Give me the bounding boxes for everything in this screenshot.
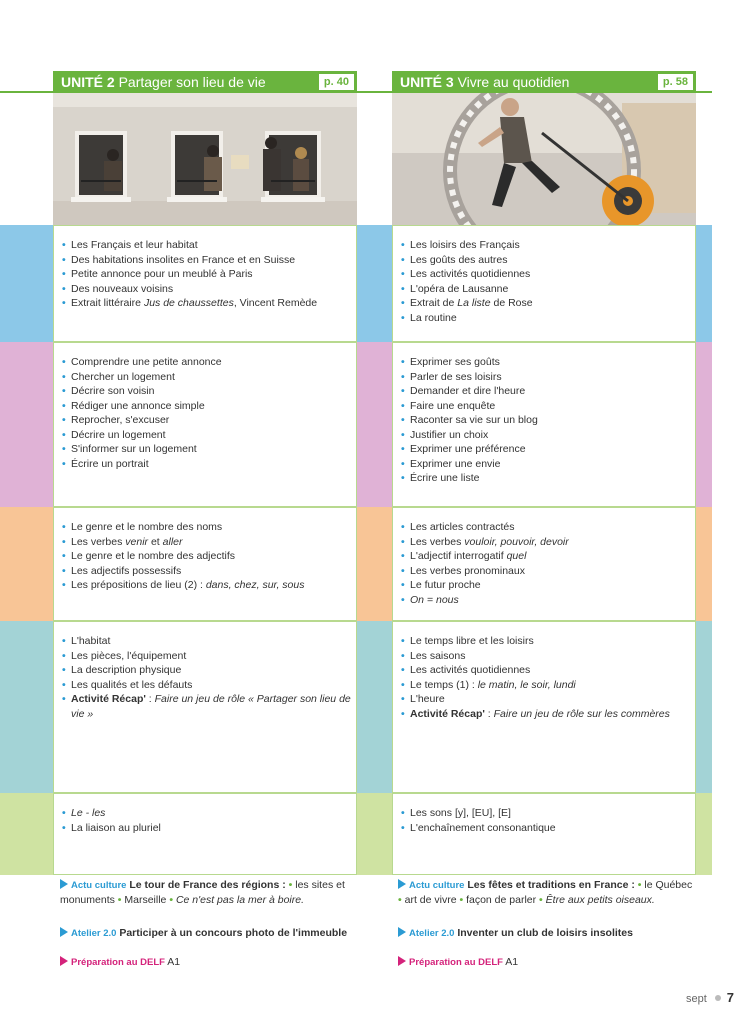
grammar-box	[53, 507, 357, 621]
actu-culture-1: Actu culture Le tour de France des régions : • les sites et monuments • Marseille • Ce n'est pas la mer à boire.	[60, 879, 345, 906]
list-item: • La routine	[401, 311, 695, 326]
page-ref: p. 58	[658, 74, 693, 90]
actu-culture-2: Actu culture Les fêtes et traditions en France : • le Québec • art de vivre • façon de parler • Être aux petits oiseaux.	[398, 879, 693, 906]
list-item: • Le temps (1) : le matin, le soir, lundi	[401, 678, 695, 693]
list-item: • Décrire son voisin	[62, 384, 356, 399]
grammar-list	[54, 508, 356, 593]
arrow-icon	[398, 927, 406, 937]
communication-list	[54, 343, 356, 471]
list-item: • Les verbes venir et aller	[62, 535, 356, 550]
list-item: • Des habitations insolites en France et en Suisse	[62, 253, 356, 268]
vocabulary-box	[392, 621, 696, 793]
grammar-box	[392, 507, 696, 621]
list-item: • Le temps libre et les loisirs	[401, 634, 695, 649]
list-item: • Le genre et le nombre des noms	[62, 520, 356, 535]
list-item: • Justifier un choix	[401, 428, 695, 443]
page-word: sept	[685, 993, 707, 1005]
list-item: • Les verbes vouloir, pouvoir, devoir	[401, 535, 695, 550]
arrow-icon	[60, 927, 68, 937]
list-item: • Des nouveaux voisins	[62, 282, 356, 297]
list-item: • Activité Récap' : Faire un jeu de rôle sur les commères	[401, 707, 695, 722]
phonetics-box	[392, 793, 696, 875]
vocabulary-box	[53, 621, 357, 793]
arrow-icon	[60, 879, 68, 889]
list-item: • Parler de ses loisirs	[401, 370, 695, 385]
page-digit: 7	[726, 990, 734, 1005]
themes-list	[393, 226, 695, 325]
list-item: • Les activités quotidiennes	[401, 663, 695, 678]
list-item: • L'habitat	[62, 634, 356, 649]
list-item: • Les articles contractés	[401, 520, 695, 535]
page-ref: p. 40	[319, 74, 354, 90]
list-item: • Exprimer une préférence	[401, 442, 695, 457]
list-item: • Le - les	[62, 806, 356, 821]
phonetics-list	[393, 794, 695, 835]
list-item: • Les prépositions de lieu (2) : dans, chez, sur, sous	[62, 578, 356, 593]
list-item: • L'enchaînement consonantique	[401, 821, 695, 836]
unit-label: UNITÉ 3	[400, 74, 454, 90]
list-item: • Reprocher, s'excuser	[62, 413, 356, 428]
arrow-icon	[60, 956, 68, 966]
arrow-icon	[398, 956, 406, 966]
vocabulary-list	[393, 622, 695, 721]
list-item: • Les verbes pronominaux	[401, 564, 695, 579]
communication-box	[53, 342, 357, 507]
list-item: • Comprendre une petite annonce	[62, 355, 356, 370]
phonetics-list	[54, 794, 356, 835]
unit-label: UNITÉ 2	[61, 74, 115, 90]
list-item: • Les sons [y], [EU], [E]	[401, 806, 695, 821]
list-item: • Les Français et leur habitat	[62, 238, 356, 253]
list-item: • L'adjectif interrogatif quel	[401, 549, 695, 564]
list-item: • Les activités quotidiennes	[401, 267, 695, 282]
themes-box	[392, 225, 696, 342]
list-item: • La liaison au pluriel	[62, 821, 356, 836]
vocabulary-list	[54, 622, 356, 721]
list-item: • Extrait de La liste de Rose	[401, 296, 695, 311]
grammar-list	[393, 508, 695, 607]
list-item: • Exprimer ses goûts	[401, 355, 695, 370]
list-item: • Chercher un logement	[62, 370, 356, 385]
unit-2-header	[53, 71, 357, 93]
list-item: • Petite annonce pour un meublé à Paris	[62, 267, 356, 282]
list-item: • Extrait littéraire Jus de chaussettes, Vincent Remède	[62, 296, 356, 311]
list-item: • Le genre et le nombre des adjectifs	[62, 549, 356, 564]
unit-title: Vivre au quotidien	[457, 74, 570, 90]
phonetics-box	[53, 793, 357, 875]
hamster-wheel-photo	[392, 93, 696, 225]
list-item: • L'heure	[401, 692, 695, 707]
arrow-icon	[398, 879, 406, 889]
communication-list	[393, 343, 695, 486]
list-item: • Faire une enquête	[401, 399, 695, 414]
dot-icon	[715, 995, 721, 1001]
delf-1: Préparation au DELF A1	[60, 955, 370, 970]
list-item: • Les loisirs des Français	[401, 238, 695, 253]
list-item: • On = nous	[401, 593, 695, 608]
list-item: • Les saisons	[401, 649, 695, 664]
list-item: • L'opéra de Lausanne	[401, 282, 695, 297]
list-item: • S'informer sur un logement	[62, 442, 356, 457]
list-item: • Décrire un logement	[62, 428, 356, 443]
list-item: • Les adjectifs possessifs	[62, 564, 356, 579]
windows-photo	[53, 93, 357, 225]
delf-2: Préparation au DELF A1	[398, 955, 708, 970]
unit-3-header	[392, 71, 696, 93]
themes-box	[53, 225, 357, 342]
atelier-2: Atelier 2.0 Inventer un club de loisirs insolites	[398, 926, 708, 941]
list-item: • Activité Récap' : Faire un jeu de rôle « Partager son lieu de vie »	[62, 692, 356, 721]
list-item: • Exprimer une envie	[401, 457, 695, 472]
list-item: • Les qualités et les défauts	[62, 678, 356, 693]
list-item: • Le futur proche	[401, 578, 695, 593]
list-item: • Rédiger une annonce simple	[62, 399, 356, 414]
list-item: • La description physique	[62, 663, 356, 678]
list-item: • Les pièces, l'équipement	[62, 649, 356, 664]
communication-box	[392, 342, 696, 507]
list-item: • Écrire un portrait	[62, 457, 356, 472]
list-item: • Les goûts des autres	[401, 253, 695, 268]
themes-list	[54, 226, 356, 311]
list-item: • Demander et dire l'heure	[401, 384, 695, 399]
list-item: • Écrire une liste	[401, 471, 695, 486]
atelier-1: Atelier 2.0 Participer à un concours photo de l'immeuble	[60, 926, 370, 941]
list-item: • Raconter sa vie sur un blog	[401, 413, 695, 428]
page-number	[686, 990, 734, 1005]
unit-title: Partager son lieu de vie	[118, 74, 266, 90]
